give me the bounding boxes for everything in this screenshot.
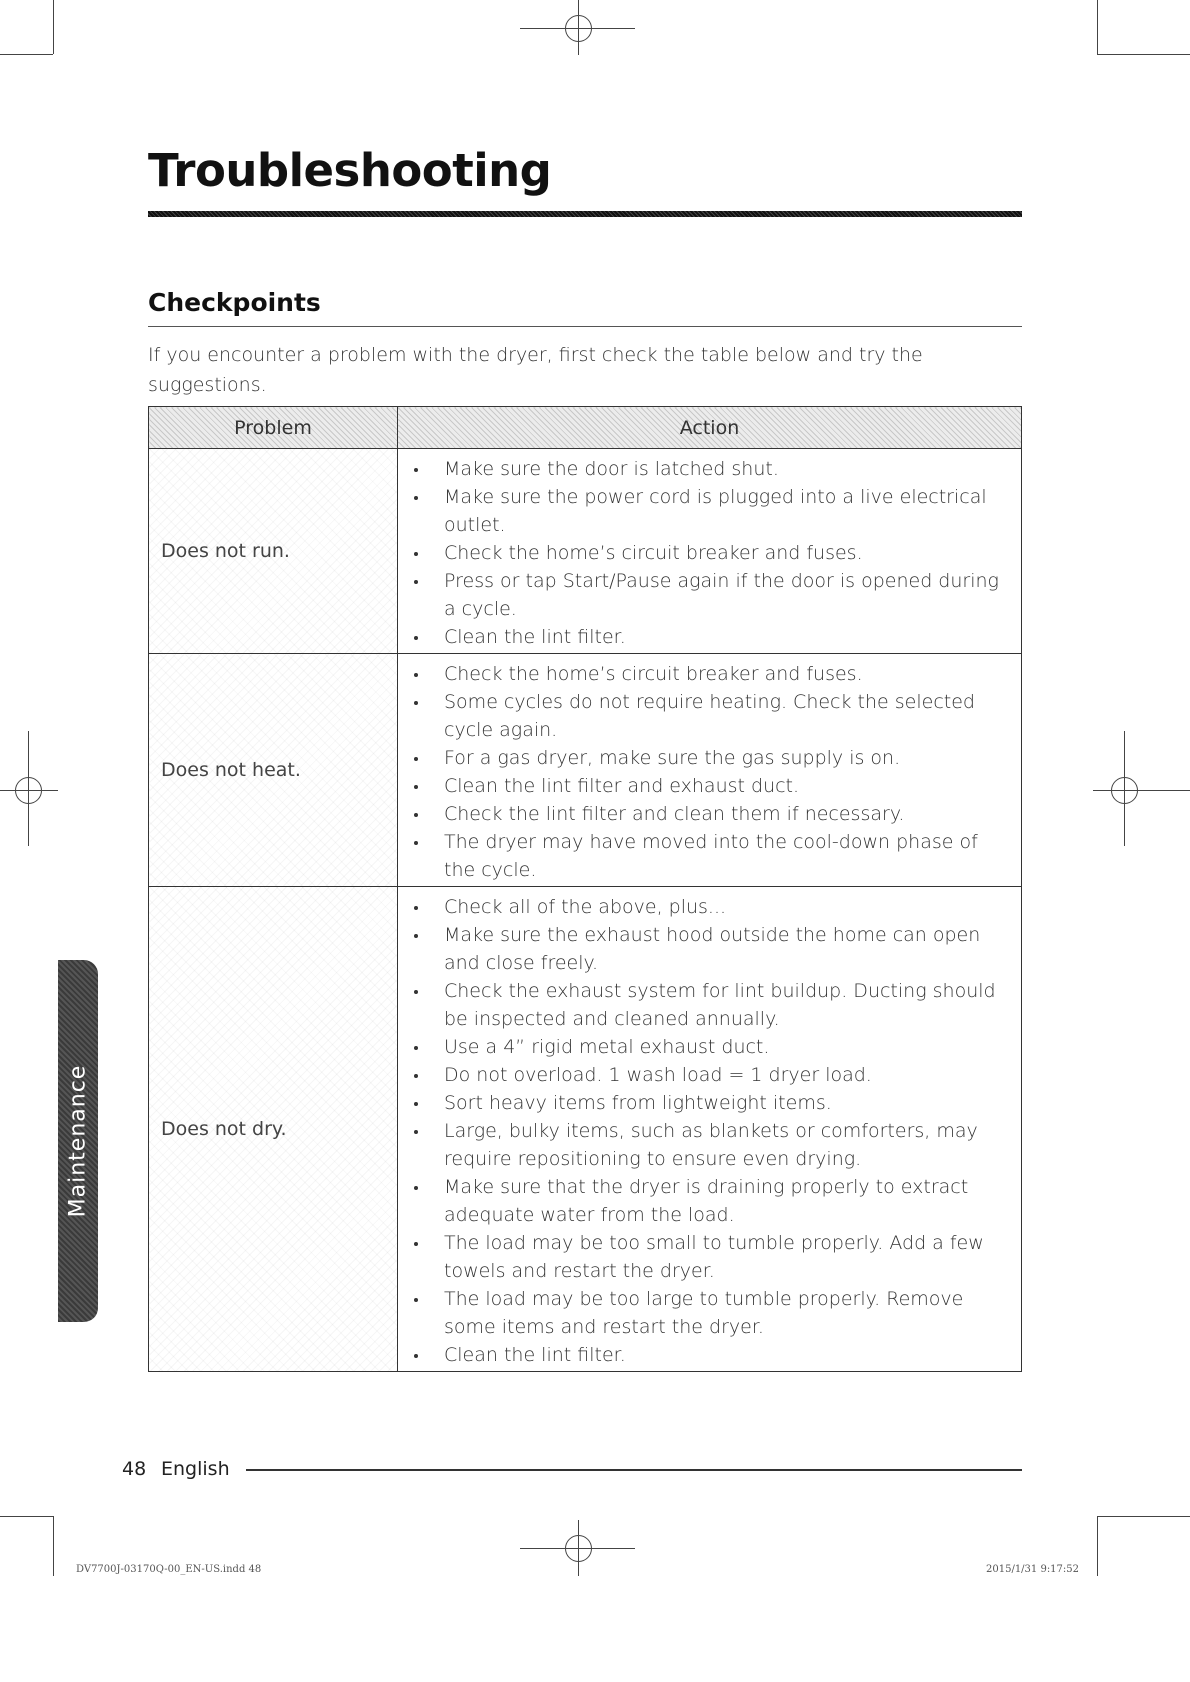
action-item: Make sure the power cord is plugged into a live electrical outlet. (410, 483, 1003, 539)
action-item: Check the exhaust system for lint buildup. Ducting should be inspected and cleaned annually. (410, 977, 1003, 1033)
title-rule (148, 211, 1022, 217)
action-item: Do not overload. 1 wash load = 1 dryer load. (410, 1061, 1003, 1089)
action-item: Large, bulky items, such as blankets or comforters, may require repositioning to ensure even drying. (410, 1117, 1003, 1173)
action-cell (398, 449, 1022, 654)
action-item: Clean the lint filter and exhaust duct. (410, 772, 1003, 800)
table-row (149, 449, 1022, 654)
action-item: Check the home’s circuit breaker and fuses. (410, 660, 1003, 688)
print-timestamp: 2015/1/31 9:17:52 (986, 1564, 1080, 1575)
action-list (410, 893, 1003, 1369)
crop-mark (1097, 54, 1190, 55)
checkpoints-table (148, 406, 1022, 1372)
action-item: Make sure the door is latched shut. (410, 455, 1003, 483)
footer-rule (246, 1469, 1022, 1471)
action-cell (398, 887, 1022, 1372)
intro-text: If you encounter a problem with the dryer, first check the table below and try the suggestions. (148, 344, 923, 396)
header-problem: Problem (149, 407, 398, 449)
section-rule (148, 326, 1022, 327)
table-row (149, 654, 1022, 887)
action-item: Sort heavy items from lightweight items. (410, 1089, 1003, 1117)
action-item: The load may be too small to tumble properly. Add a few towels and restart the dryer. (410, 1229, 1003, 1285)
page-title: Troubleshooting (148, 144, 552, 197)
table-row (149, 887, 1022, 1372)
problem-cell: Does not run. (149, 449, 398, 654)
side-tab-label: Maintenance (65, 1064, 91, 1218)
action-item: The dryer may have moved into the cool-down phase of the cycle. (410, 828, 1003, 884)
problem-cell: Does not dry. (149, 887, 398, 1372)
action-item: Clean the lint filter. (410, 623, 1003, 651)
crop-mark (1097, 0, 1098, 54)
action-list (410, 660, 1003, 884)
action-item: Make sure that the dryer is draining properly to extract adequate water from the load. (410, 1173, 1003, 1229)
action-item: Some cycles do not require heating. Check the selected cycle again. (410, 688, 1003, 744)
action-cell (398, 654, 1022, 887)
crop-mark (0, 1516, 53, 1517)
action-item: Clean the lint filter. (410, 1341, 1003, 1369)
crop-mark (53, 1516, 54, 1576)
action-item: For a gas dryer, make sure the gas supply is on. (410, 744, 1003, 772)
crop-mark (1097, 1516, 1098, 1576)
crop-mark (53, 0, 54, 54)
action-item: Check all of the above, plus... (410, 893, 1003, 921)
action-item: Press or tap Start/Pause again if the door is opened during a cycle. (410, 567, 1003, 623)
problem-cell: Does not heat. (149, 654, 398, 887)
section-title: Checkpoints (148, 288, 321, 317)
action-item: Check the lint filter and clean them if necessary. (410, 800, 1003, 828)
action-item: Make sure the exhaust hood outside the home can open and close freely. (410, 921, 1003, 977)
crop-mark (1097, 1516, 1190, 1517)
header-action: Action (398, 407, 1022, 449)
print-file-info: DV7700J-03170Q-00_EN-US.indd 48 (76, 1564, 262, 1575)
crop-mark (0, 54, 53, 55)
page-number: 48 (122, 1458, 147, 1480)
action-item: Use a 4” rigid metal exhaust duct. (410, 1033, 1003, 1061)
action-item: The load may be too large to tumble properly. Remove some items and restart the dryer. (410, 1285, 1003, 1341)
footer-language: English (161, 1458, 230, 1480)
action-list (410, 455, 1003, 651)
table-header-row (149, 407, 1022, 449)
action-item: Check the home’s circuit breaker and fuses. (410, 539, 1003, 567)
